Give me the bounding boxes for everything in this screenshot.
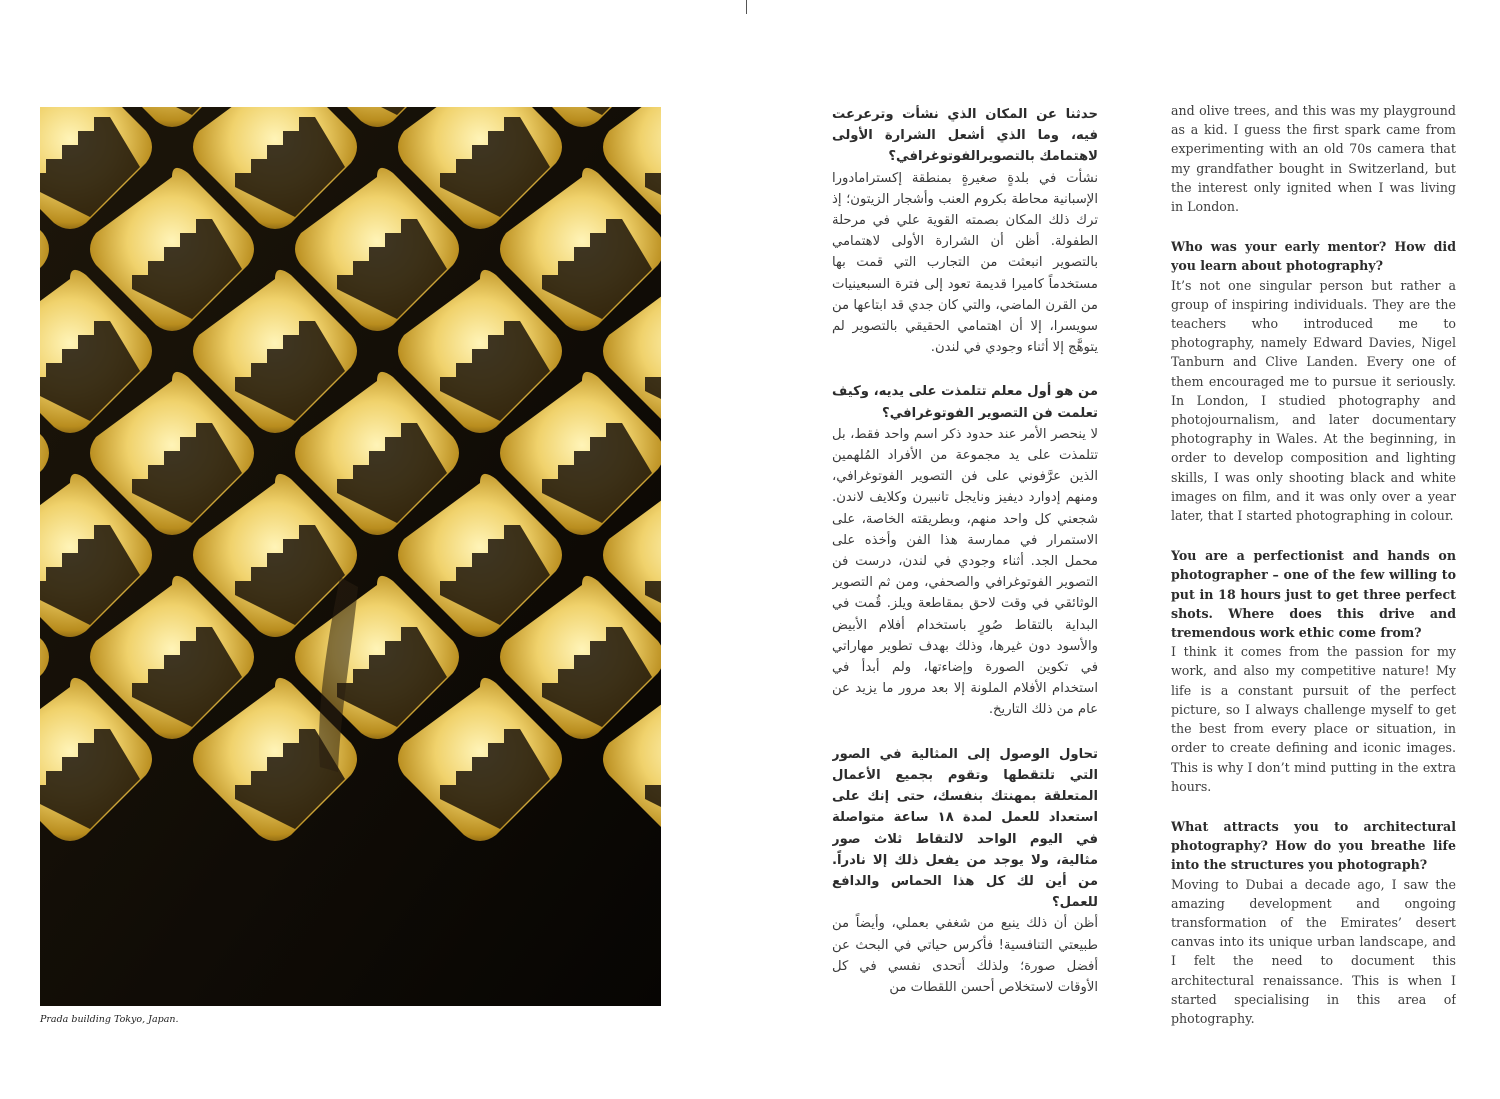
english-answer-3: Moving to Dubai a decade ago, I saw the amazing development and ongoing transformation of the Emirates’ desert canvas into its unique urban landscape, and I felt the need to document this architectural renaissance. This is when I started specialising in this area of photography. — [1171, 876, 1456, 1026]
arabic-answer-3: أظن أن ذلك ينبع من شغفي بعملي، وأيضاً من طبيعتي التنافسية! فأكرس حياتي في البحث عن أفضل صورة؛ ولذلك أتحدى نفسي في كل الأوقات لاستخلاص أحسن اللقطات من — [832, 916, 1098, 995]
page-gutter-mark — [746, 0, 747, 14]
arabic-question-2: من هو أول معلم تتلمذت على يديه، وكيف تعلمت فن التصوير الفوتوغرافي؟ — [832, 384, 1098, 421]
arabic-question-3: تحاول الوصول إلى المثالية في الصور التي تلتقطها وتقوم بجميع الأعمال المتعلقة بمهنتك بنفسك، حتى إنك على استعداد للعمل لمدة ١٨ ساعة متواصلة في اليوم الواحد لالتقاط ثلاث صور مثالية، ولا يوجد من يفعل ذلك إلا نادراً. من أين لك كل هذا الحماس والدافع للعمل؟ — [832, 746, 1098, 911]
english-question-1: Who was your early mentor? How did you learn about photography? — [1171, 239, 1456, 274]
arabic-column — [832, 104, 1098, 1034]
english-lead-paragraph: and olive trees, and this was my playground as a kid. I guess the first spark came from experimenting with an old 70s camera that my grandfather bought in Switzerland, but the interest only ignited when I was living in London. — [1171, 103, 1456, 215]
english-question-3: What attracts you to architectural photography? How do you breathe life into the structures you photograph? — [1171, 818, 1456, 873]
english-column — [1171, 101, 1456, 1031]
arabic-question-1: حدثنا عن المكان الذي نشأت وترعرعت فيه، وما الذي أشعل الشرارة الأولى لاهتمامك بالتصويرالفوتوغرافي؟ — [832, 107, 1098, 165]
arabic-answer-2: لا ينحصر الأمر عند حدود ذكر اسم واحد فقط، بل تتلمذت على يد مجموعة من الأفراد المُلهمين الذين عرَّفوني على فن التصوير الفوتوغرافي، ومنهم إدوارد ديفيز ونايجل تانبيرن وكلايف لاندن. شجعني كل واحد منهم، وبطريقته الخاصة، على الاستمرار في ممارسة هذا الفن وأخذه على محمل الجد. أثناء وجودي في لندن، درست فن التصوير الفوتوغرافي والصحفي، ومن ثم التصوير الوثائقي في وقت لاحق بمقاطعة ويلز. قُمت في البداية بالتقاط صُورٍ باستخدام أفلام الأبيض والأسود دون غيرها، وذلك بهدف تطوير مهاراتي في تكوين الصورة وإضاءتها، ولم أبدأ في استخدام الأفلام الملونة إلا بعد مرور ما يزيد عن عام من ذلك التاريخ. — [832, 426, 1098, 718]
english-question-2: You are a perfectionist and hands on photographer – one of the few willing to put in 18 hours just to get three perfect shots. Where does this drive and tremendous work ethic come from? — [1171, 548, 1456, 641]
english-answer-2: I think it comes from the passion for my work, and also my competitive nature! My life is a constant pursuit of the perfect picture, so I always challenge myself to get the best from every place or situation, in order to create defining and iconic images. This is why I don’t mind putting in the extra hours. — [1171, 644, 1456, 794]
arabic-answer-1: نشأت في بلدةٍ صغيرةٍ بمنطقة إكسترامادورا الإسبانية محاطة بكروم العنب وأشجار الزيتون؛ إذ ترك ذلك المكان بصمته القوية علي في مرحلة الطفولة. أظن أن الشرارة الأولى لاهتمامي بالتصوير انبعثت من التجارب التي قمت بها مستخدماً كاميرا قديمة تعود إلى فترة السبعينيات من القرن الماضي، والتي كان جدي قد ابتاعها من سويسرا، إلا أن اهتمامي الحقيقي بالتصوير لم يتوهَّج إلا أثناء وجودي في لندن. — [832, 170, 1098, 356]
photo-caption: Prada building Tokyo, Japan. — [40, 1014, 179, 1025]
staircase-photo — [40, 107, 661, 1006]
english-answer-1: It’s not one singular person but rather a group of inspiring individuals. They are the teachers who introduced me to photography, namely Edward Davies, Nigel Tanburn and Clive Landen. Every one of them encouraged me to pursue it seriously. In London, I studied photography and photojournalism, and later documentary photography in Wales. At the beginning, in order to develop composition and lighting skills, I was only shooting black and white images on film, and it was only over a year later, that I started photographing in colour. — [1171, 277, 1456, 524]
